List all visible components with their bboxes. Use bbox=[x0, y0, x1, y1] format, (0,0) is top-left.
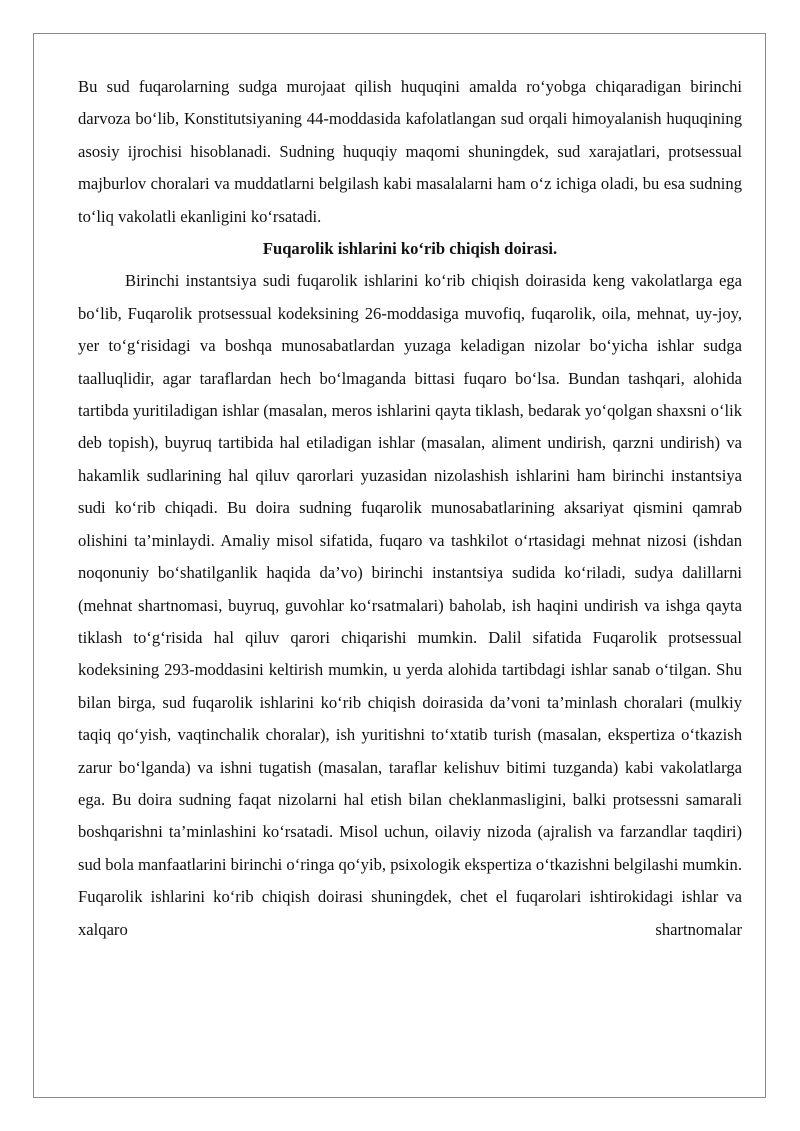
paragraph-intro: Bu sud fuqarolarning sudga murojaat qilish huquqini amalda ro‘yobga chiqaradigan birinchi darvoza bo‘lib, Konstitutsiyaning 44-moddasida kafolatlangan sud orqali himoyalanish huquqining asosiy ijrochisi hisoblanadi. Sudning huquqiy maqomi shuningdek, sud xarajatlari, protsessual majburlov choralari va muddatlarni belgilash kabi masalalarni ham o‘z ichiga oladi, bu esa sudning to‘liq vakolatli ekanligini ko‘rsatadi. bbox=[78, 77, 742, 226]
document-body bbox=[78, 71, 742, 939]
paragraph-scope: Birinchi instantsiya sudi fuqarolik ishlarini ko‘rib chiqish doirasida keng vakolatlarga ega bo‘lib, Fuqarolik protsessual kodeksining 26-moddasiga muvofiq, fuqarolik, oila, mehnat, uy-joy, yer to‘g‘risidagi va boshqa munosabatlardan yuzaga keladigan nizolar bo‘yicha ishlar sudga taalluqlidir, agar taraflardan hech bo‘lmaganda bittasi fuqaro bo‘lsa. Bundan tashqari, alohida tartibda yuritiladigan ishlar (masalan, meros ishlarini qayta tiklash, bedarak yo‘qolgan shaxsni o‘lik deb topish), buyruq tartibida hal etiladigan ishlar (masalan, aliment undirish, qarzni undirish) va hakamlik sudlarining hal qiluv qarorlari yuzasidan nizolashish ishlarini ham birinchi instantsiya sudi ko‘rib chiqadi. Bu doira sudning fuqarolik munosabatlarining aksariyat qismini qamrab olishini ta’minlaydi. Amaliy misol sifatida, fuqaro va tashkilot o‘rtasidagi mehnat nizosi (ishdan noqonuniy bo‘shatilganlik haqida da’vo) birinchi instantsiya sudida ko‘riladi, sudya dalillarni (mehnat shartnomasi, buyruq, guvohlar ko‘rsatmalari) baholab, ish haqini undirish va ishga qayta tiklash to‘g‘risida hal qiluv qarori chiqarishi mumkin. Dalil sifatida Fuqarolik protsessual kodeksining 293-moddasini keltirish mumkin, u yerda alohida tartibdagi ishlar sanab o‘tilgan. Shu bilan birga, sud fuqarolik ishlarini ko‘rib chiqish doirasida da’voni ta’minlash choralari (mulkiy taqiq qo‘yish, vaqtinchalik choralar), ish yuritishni to‘xtatib turish (masalan, ekspertiza o‘tkazish zarur bo‘lganda) va ishni tugatish (masalan, taraflar kelishuv bitimi tuzganda) kabi vakolatlarga ega. Bu doira sudning faqat nizolarni hal etish bilan cheklanmasligini, balki protsessni samarali boshqarishni ta’minlashini ko‘rsatadi. Misol uchun, oilaviy nizoda (ajralish va farzandlar taqdiri) sud bola manfaatlarini birinchi o‘ringa qo‘yib, psixologik ekspertiza o‘tkazishni belgilashi mumkin. Fuqarolik ishlarini ko‘rib chiqish doirasi shuningdek, chet el fuqarolari ishtirokidagi ishlar va xalqaro shartnomalar bbox=[78, 271, 742, 939]
section-heading: Fuqarolik ishlarini ko‘rib chiqish doirasi. bbox=[262, 239, 558, 259]
